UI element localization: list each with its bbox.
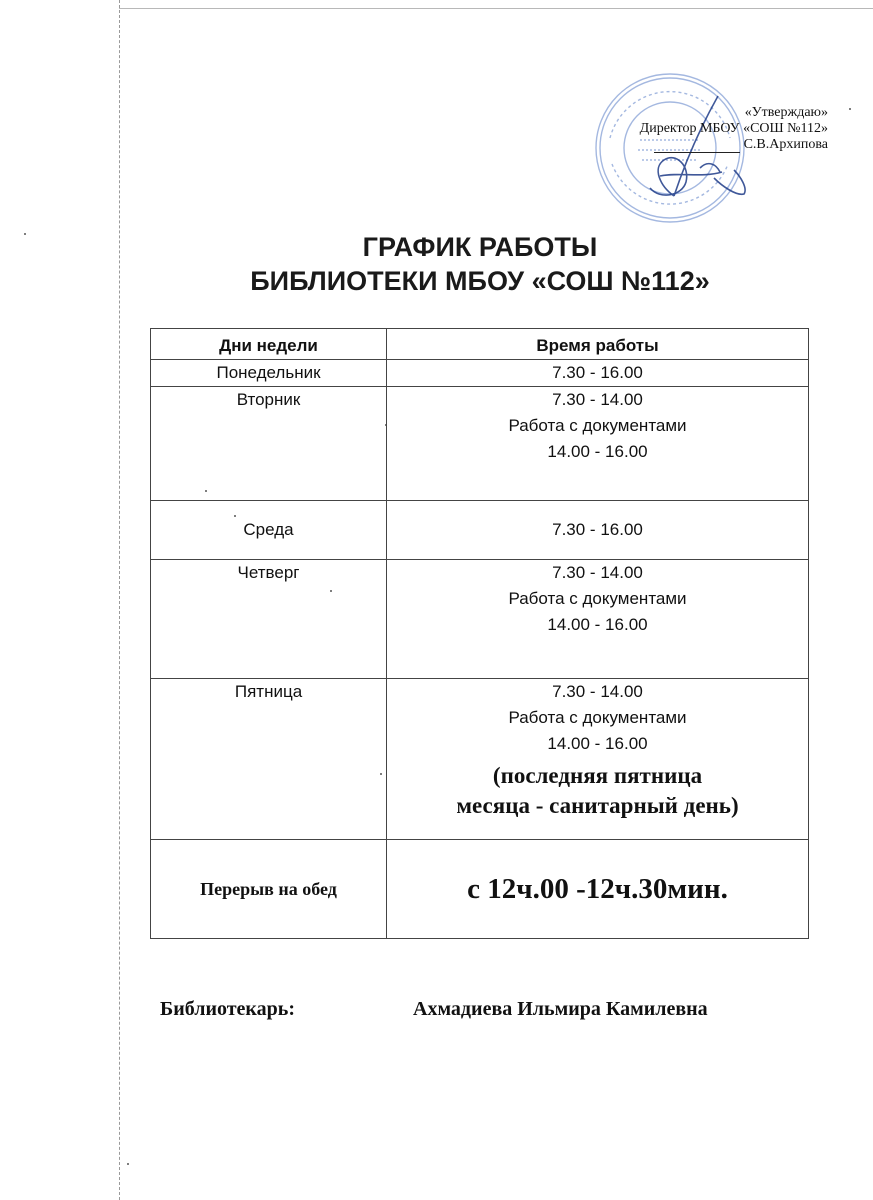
hours-line: Работа с документами xyxy=(508,589,687,608)
hours-cell xyxy=(387,679,809,840)
hours-cell xyxy=(387,360,809,387)
hours-line: 7.30 - 14.00 xyxy=(552,682,643,701)
hours-line: 7.30 - 16.00 xyxy=(552,363,643,382)
signature-line xyxy=(654,140,740,153)
scan-speck xyxy=(849,108,851,110)
hours-line: 14.00 - 16.00 xyxy=(547,734,648,753)
hours-line: 7.30 - 14.00 xyxy=(552,563,643,582)
friday-note-line: (последняя пятница xyxy=(492,763,703,788)
header-hours: Время работы xyxy=(387,329,809,360)
day-cell: Понедельник xyxy=(151,360,387,387)
title-line-1: ГРАФИК РАБОТЫ xyxy=(362,232,598,262)
title-line-2: БИБЛИОТЕКИ МБОУ «СОШ №112» xyxy=(250,266,710,296)
hours-line: 7.30 - 16.00 xyxy=(552,520,643,539)
day-cell: Среда xyxy=(151,501,387,560)
hours-cell xyxy=(387,560,809,679)
hours-line: 7.30 - 14.00 xyxy=(552,390,643,409)
table-row xyxy=(151,387,809,501)
approval-signer-name: С.В.Архипова xyxy=(743,137,828,152)
day-cell: Пятница xyxy=(151,679,387,840)
table-row xyxy=(151,501,809,560)
lunch-label: Перерыв на обед xyxy=(151,840,387,939)
approval-signer-row xyxy=(528,137,828,158)
friday-note xyxy=(387,761,808,821)
hours-cell xyxy=(387,387,809,501)
approval-heading: «Утверждаю» xyxy=(744,105,828,120)
hours-line: Работа с документами xyxy=(508,416,687,435)
scan-speck xyxy=(127,1163,129,1165)
librarian-label: Библиотекарь: xyxy=(160,998,296,1020)
hours-line: Работа с документами xyxy=(508,708,687,727)
table-row xyxy=(151,679,809,840)
table-row-lunch xyxy=(151,840,809,939)
scan-edge-top xyxy=(119,8,873,9)
table-row xyxy=(151,560,809,679)
approval-block xyxy=(528,105,828,158)
document-title xyxy=(150,230,810,298)
header-days: Дни недели xyxy=(151,329,387,360)
hours-line: 14.00 - 16.00 xyxy=(547,615,648,634)
approval-position: Директор МБОУ «СОШ №112» xyxy=(639,121,828,136)
day-cell: Четверг xyxy=(151,560,387,679)
scan-speck xyxy=(24,233,26,235)
friday-note-line: месяца - санитарный день) xyxy=(456,793,739,818)
schedule-table xyxy=(150,328,809,939)
table-header-row xyxy=(151,329,809,360)
scan-edge-left xyxy=(119,0,120,1200)
day-cell: Вторник xyxy=(151,387,387,501)
librarian-name: Ахмадиева Ильмира Камилевна xyxy=(413,998,708,1020)
table-row xyxy=(151,360,809,387)
hours-line: 14.00 - 16.00 xyxy=(547,442,648,461)
hours-cell xyxy=(387,501,809,560)
lunch-hours: с 12ч.00 -12ч.30мин. xyxy=(387,840,809,939)
